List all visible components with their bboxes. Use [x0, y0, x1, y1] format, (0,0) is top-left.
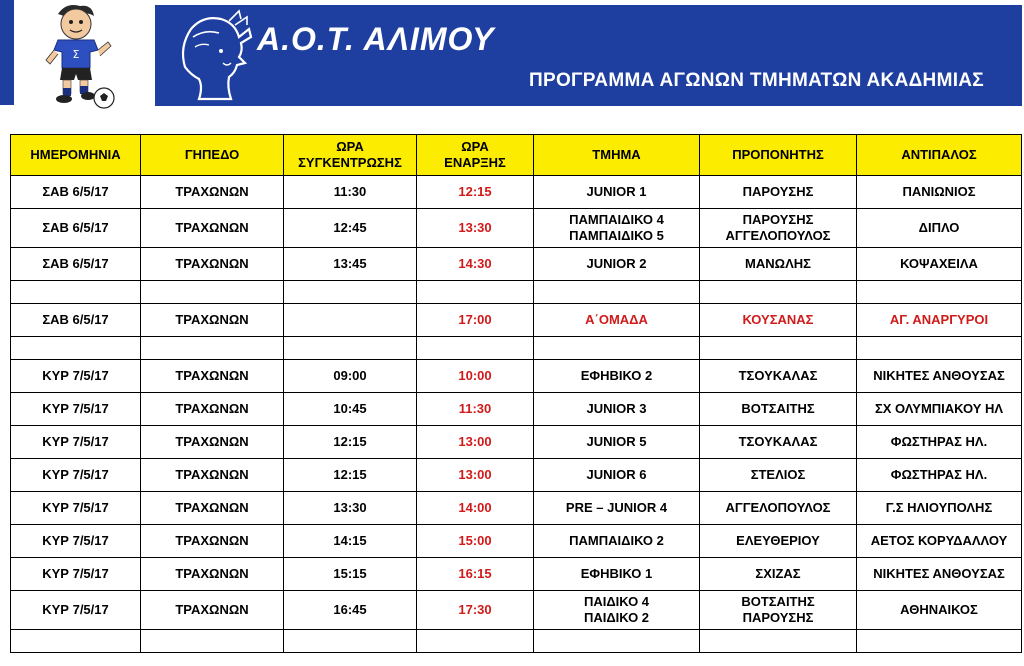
cell-empty — [700, 630, 857, 653]
cell-date: ΣΑΒ 6/5/17 — [11, 304, 141, 337]
cell-coach: ΣΤΕΛΙΟΣ — [700, 459, 857, 492]
cell-venue: ΤΡΑΧΩΝΩΝ — [141, 248, 284, 281]
cell-coach: ΜΑΝΩΛΗΣ — [700, 248, 857, 281]
cell-opponent: ΦΩΣΤΗΡΑΣ ΗΛ. — [857, 459, 1022, 492]
cell-coach: ΑΓΓΕΛΟΠΟΥΛΟΣ — [700, 492, 857, 525]
cell-date: ΚΥΡ 7/5/17 — [11, 558, 141, 591]
cell-gather-time: 13:30 — [284, 492, 417, 525]
cell-start-time: 13:00 — [417, 459, 534, 492]
cell-team: ΠΑΙΔΙΚΟ 4 ΠΑΙΔΙΚΟ 2 — [534, 591, 700, 630]
cell-opponent: ΑΕΤΟΣ ΚΟΡΥΔΑΛΛΟΥ — [857, 525, 1022, 558]
cell-empty — [141, 281, 284, 304]
cell-date: ΣΑΒ 6/5/17 — [11, 248, 141, 281]
table-row — [11, 558, 1022, 591]
cell-date: ΚΥΡ 7/5/17 — [11, 459, 141, 492]
cell-venue: ΤΡΑΧΩΝΩΝ — [141, 558, 284, 591]
cell-start-time: 17:30 — [417, 591, 534, 630]
cell-team: ΕΦΗΒΙΚΟ 1 — [534, 558, 700, 591]
cell-start-time: 12:15 — [417, 176, 534, 209]
column-header-team: ΤΜΗΜΑ — [534, 135, 700, 176]
cell-gather-time: 12:15 — [284, 459, 417, 492]
cell-start-time: 11:30 — [417, 393, 534, 426]
cell-date: ΣΑΒ 6/5/17 — [11, 176, 141, 209]
table-row — [11, 360, 1022, 393]
cell-gather-time: 11:30 — [284, 176, 417, 209]
cell-start-time: 14:00 — [417, 492, 534, 525]
column-header-opponent: ΑΝΤΙΠΑΛΟΣ — [857, 135, 1022, 176]
cell-coach: ΤΣΟΥΚΑΛΑΣ — [700, 426, 857, 459]
schedule-subtitle: ΠΡΟΓΡΑΜΜΑ ΑΓΩΝΩΝ ΤΜΗΜΑΤΩΝ ΑΚΑΔΗΜΙΑΣ — [528, 70, 984, 91]
column-header-venue: ΓΗΠΕΔΟ — [141, 135, 284, 176]
cell-gather-time: 15:15 — [284, 558, 417, 591]
cell-date: ΣΑΒ 6/5/17 — [11, 209, 141, 248]
mascot-icon — [28, 2, 128, 110]
cell-team: JUNIOR 3 — [534, 393, 700, 426]
cell-gather-time — [284, 304, 417, 337]
cell-coach: ΒΟΤΣΑΙΤΗΣ ΠΑΡΟΥΣΗΣ — [700, 591, 857, 630]
cell-date: ΚΥΡ 7/5/17 — [11, 591, 141, 630]
table-row-empty — [11, 281, 1022, 304]
cell-venue: ΤΡΑΧΩΝΩΝ — [141, 393, 284, 426]
cell-empty — [141, 337, 284, 360]
table-row-empty — [11, 630, 1022, 653]
table-header-row — [11, 135, 1022, 176]
cell-date: ΚΥΡ 7/5/17 — [11, 360, 141, 393]
cell-date: ΚΥΡ 7/5/17 — [11, 525, 141, 558]
cell-opponent: ΑΓ. ΑΝΑΡΓΥΡΟΙ — [857, 304, 1022, 337]
cell-empty — [700, 281, 857, 304]
cell-opponent: ΚΟΨΑΧΕΙΛΑ — [857, 248, 1022, 281]
left-accent-strip — [0, 0, 14, 105]
cell-gather-time: 09:00 — [284, 360, 417, 393]
club-title: Α.Ο.Τ. ΑΛΙΜΟΥ — [257, 21, 495, 57]
cell-gather-time: 10:45 — [284, 393, 417, 426]
cell-coach: ΚΟΥΣΑΝΑΣ — [700, 304, 857, 337]
cell-coach: ΣΧΙΖΑΣ — [700, 558, 857, 591]
cell-start-time: 13:30 — [417, 209, 534, 248]
cell-empty — [11, 630, 141, 653]
cell-opponent: ΣΧ ΟΛΥΜΠΙΑΚΟΥ ΗΛ — [857, 393, 1022, 426]
table-row — [11, 525, 1022, 558]
hermes-head-logo-icon — [165, 7, 255, 105]
table-row — [11, 393, 1022, 426]
cell-opponent: ΝΙΚΗΤΕΣ ΑΝΘΟΥΣΑΣ — [857, 360, 1022, 393]
cell-team: Α΄ΟΜΑΔΑ — [534, 304, 700, 337]
cell-coach: ΕΛΕΥΘΕΡΙΟΥ — [700, 525, 857, 558]
cell-opponent: Γ.Σ ΗΛΙΟΥΠΟΛΗΣ — [857, 492, 1022, 525]
cell-date: ΚΥΡ 7/5/17 — [11, 393, 141, 426]
cell-team: ΕΦΗΒΙΚΟ 2 — [534, 360, 700, 393]
column-header-gather-time: ΩΡΑ ΣΥΓΚΕΝΤΡΩΣΗΣ — [284, 135, 417, 176]
table-row-empty — [11, 337, 1022, 360]
cell-empty — [11, 281, 141, 304]
cell-venue: ΤΡΑΧΩΝΩΝ — [141, 492, 284, 525]
table-row — [11, 304, 1022, 337]
cell-start-time: 14:30 — [417, 248, 534, 281]
cell-start-time: 15:00 — [417, 525, 534, 558]
cell-gather-time: 12:45 — [284, 209, 417, 248]
table-row — [11, 591, 1022, 630]
cell-opponent: ΝΙΚΗΤΕΣ ΑΝΘΟΥΣΑΣ — [857, 558, 1022, 591]
cell-gather-time: 16:45 — [284, 591, 417, 630]
cell-venue: ΤΡΑΧΩΝΩΝ — [141, 459, 284, 492]
cell-team: ΠΑΜΠΑΙΔΙΚΟ 2 — [534, 525, 700, 558]
cell-team: JUNIOR 2 — [534, 248, 700, 281]
cell-date: ΚΥΡ 7/5/17 — [11, 426, 141, 459]
cell-team: JUNIOR 5 — [534, 426, 700, 459]
cell-empty — [284, 281, 417, 304]
table-row — [11, 248, 1022, 281]
cell-coach: ΠΑΡΟΥΣΗΣ — [700, 176, 857, 209]
column-header-date: ΗΜΕΡΟΜΗΝΙΑ — [11, 135, 141, 176]
cell-start-time: 17:00 — [417, 304, 534, 337]
table-row — [11, 209, 1022, 248]
cell-empty — [284, 630, 417, 653]
cell-empty — [534, 630, 700, 653]
cell-empty — [534, 281, 700, 304]
cell-coach: ΒΟΤΣΑΙΤΗΣ — [700, 393, 857, 426]
cell-opponent: ΦΩΣΤΗΡΑΣ ΗΛ. — [857, 426, 1022, 459]
cell-empty — [11, 337, 141, 360]
cell-empty — [857, 337, 1022, 360]
column-header-coach: ΠΡΟΠΟΝΗΤΗΣ — [700, 135, 857, 176]
svg-text:Σ: Σ — [72, 48, 80, 61]
table-row — [11, 492, 1022, 525]
cell-empty — [417, 337, 534, 360]
cell-team: JUNIOR 6 — [534, 459, 700, 492]
cell-gather-time: 13:45 — [284, 248, 417, 281]
cell-empty — [141, 630, 284, 653]
cell-empty — [857, 630, 1022, 653]
cell-gather-time: 12:15 — [284, 426, 417, 459]
cell-coach: ΠΑΡΟΥΣΗΣ ΑΓΓΕΛΟΠΟΥΛΟΣ — [700, 209, 857, 248]
cell-start-time: 13:00 — [417, 426, 534, 459]
cell-venue: ΤΡΑΧΩΝΩΝ — [141, 360, 284, 393]
cell-start-time: 10:00 — [417, 360, 534, 393]
cell-empty — [534, 337, 700, 360]
column-header-start-time: ΩΡΑ ΕΝΑΡΞΗΣ — [417, 135, 534, 176]
cell-venue: ΤΡΑΧΩΝΩΝ — [141, 525, 284, 558]
cell-team: ΠΑΜΠΑΙΔΙΚΟ 4 ΠΑΜΠΑΙΔΙΚΟ 5 — [534, 209, 700, 248]
match-schedule-table — [10, 134, 1022, 653]
cell-empty — [700, 337, 857, 360]
cell-venue: ΤΡΑΧΩΝΩΝ — [141, 176, 284, 209]
cell-opponent: ΠΑΝΙΩΝΙΟΣ — [857, 176, 1022, 209]
cell-empty — [417, 630, 534, 653]
cell-venue: ΤΡΑΧΩΝΩΝ — [141, 304, 284, 337]
cell-date: ΚΥΡ 7/5/17 — [11, 492, 141, 525]
cell-venue: ΤΡΑΧΩΝΩΝ — [141, 591, 284, 630]
cell-team: PRE – JUNIOR 4 — [534, 492, 700, 525]
cell-empty — [857, 281, 1022, 304]
cell-venue: ΤΡΑΧΩΝΩΝ — [141, 209, 284, 248]
table-row — [11, 176, 1022, 209]
cell-team: JUNIOR 1 — [534, 176, 700, 209]
table-row — [11, 426, 1022, 459]
cell-empty — [284, 337, 417, 360]
cell-venue: ΤΡΑΧΩΝΩΝ — [141, 426, 284, 459]
cell-gather-time: 14:15 — [284, 525, 417, 558]
cell-opponent: ΔΙΠΛΟ — [857, 209, 1022, 248]
table-row — [11, 459, 1022, 492]
cell-opponent: ΑΘΗΝΑΙΚΟΣ — [857, 591, 1022, 630]
cell-coach: ΤΣΟΥΚΑΛΑΣ — [700, 360, 857, 393]
cell-empty — [417, 281, 534, 304]
header-banner — [155, 5, 1022, 106]
cell-start-time: 16:15 — [417, 558, 534, 591]
